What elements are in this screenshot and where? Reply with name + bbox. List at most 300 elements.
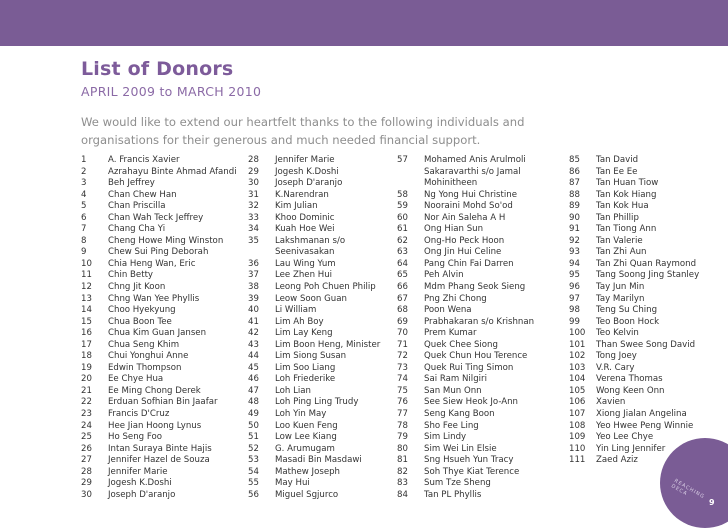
donor-number: 85 <box>569 155 580 165</box>
donor-row <box>397 155 534 167</box>
donor-number: 83 <box>397 478 408 489</box>
donor-number: 104 <box>569 374 586 385</box>
donor-name: Chua Kim Guan Jansen <box>108 328 207 339</box>
donor-name: Intan Suraya Binte Hajis <box>108 443 212 454</box>
donor-name: Zaed Aziz <box>596 455 638 466</box>
donor-number: 72 <box>397 351 408 362</box>
header-bar <box>0 0 728 46</box>
donor-number: 78 <box>397 420 408 431</box>
donor-name: Peh Alvin <box>424 270 464 281</box>
donor-name: Lee Zhen Hui <box>275 270 333 281</box>
donor-row <box>569 328 699 340</box>
donor-name: Li William <box>275 305 317 316</box>
donor-column-3 <box>397 155 534 501</box>
donor-name: Tan Zhi Quan Raymond <box>596 258 697 269</box>
donor-row <box>569 190 699 202</box>
donor-name: Beh Jeffrey <box>108 178 155 189</box>
donor-number: 75 <box>397 385 408 396</box>
donor-row <box>81 455 237 467</box>
donor-name: Lakshmanan s/o <box>275 235 346 246</box>
donor-number: 61 <box>397 224 408 235</box>
donor-row <box>81 432 237 444</box>
donor-name: Sim Lindy <box>424 432 467 443</box>
donor-name: Masadi Bin Masdawi <box>275 455 362 466</box>
donor-number: 57 <box>397 155 408 165</box>
donor-row <box>248 490 380 502</box>
donor-number: 3 <box>81 178 87 189</box>
donor-name: Teng Su Ching <box>596 305 658 316</box>
donor-row <box>569 294 699 306</box>
donor-row <box>397 294 534 306</box>
donor-number: 29 <box>248 166 259 177</box>
donor-row <box>81 490 237 502</box>
donor-row <box>81 213 237 225</box>
donor-row <box>569 421 699 433</box>
donor-number: 46 <box>248 374 259 385</box>
donor-name: Soh Thye Kiat Terence <box>424 466 520 477</box>
donor-name: Chang Cha Yi <box>108 224 166 235</box>
donor-number: 1 <box>81 155 87 165</box>
donor-name: Mohamed Anis Arulmoli <box>424 155 526 165</box>
donor-number: 69 <box>397 316 408 327</box>
donor-row <box>81 444 237 456</box>
donor-row <box>81 190 237 202</box>
donor-number: 51 <box>248 432 259 443</box>
donor-number: 82 <box>397 466 408 477</box>
donor-number: 53 <box>248 455 259 466</box>
donor-name: Chng Jit Koon <box>108 282 166 293</box>
donor-number: 54 <box>248 466 259 477</box>
donor-number: 33 <box>248 212 259 223</box>
donor-row <box>248 178 380 190</box>
donor-number: 15 <box>81 316 92 327</box>
donor-name: Prabhakaran s/o Krishnan <box>424 316 535 327</box>
donor-row <box>248 270 380 282</box>
donor-row <box>397 259 534 271</box>
donor-row <box>569 167 699 179</box>
donor-row <box>397 201 534 213</box>
donor-name: Lim Soo Liang <box>275 362 336 373</box>
donor-name: See Siew Heok Jo-Ann <box>424 397 519 408</box>
donor-number: 47 <box>248 385 259 396</box>
donor-name: Mohinitheen <box>424 178 478 189</box>
donor-name: Nooraini Mohd So'od <box>424 201 513 212</box>
donor-row <box>81 224 237 236</box>
donor-row <box>569 247 699 259</box>
donor-name: Jogesh K.Doshi <box>108 478 172 489</box>
donor-number: 77 <box>397 409 408 420</box>
donor-name: Chan Wah Teck Jeffrey <box>108 212 204 223</box>
donor-name: A. Francis Xavier <box>108 155 180 165</box>
donor-row <box>248 432 380 444</box>
donor-name: Loh Yin May <box>275 409 327 420</box>
donor-name: Azrahayu Binte Ahmad Afandi <box>108 166 237 177</box>
donor-row <box>81 155 237 167</box>
donor-name: Tan Zhi Aun <box>596 247 647 258</box>
donor-number: 29 <box>81 478 92 489</box>
donor-row <box>81 328 237 340</box>
donor-row <box>248 247 380 259</box>
donor-row <box>248 409 380 421</box>
donor-row <box>569 409 699 421</box>
donor-row <box>397 386 534 398</box>
donor-number: 62 <box>397 235 408 246</box>
donor-row <box>397 247 534 259</box>
donor-row <box>248 201 380 213</box>
donor-name: Leow Soon Guan <box>275 293 347 304</box>
donor-number: 8 <box>81 235 87 246</box>
donor-row <box>248 374 380 386</box>
donor-name: Wong Keen Onn <box>596 385 665 396</box>
donor-name: Francis D'Cruz <box>108 409 170 420</box>
donor-name: Edwin Thompson <box>108 362 182 373</box>
donor-row <box>397 224 534 236</box>
donor-number: 55 <box>248 478 259 489</box>
donor-name: Jennifer Marie <box>275 155 335 165</box>
donor-row <box>248 386 380 398</box>
donor-number: 14 <box>81 305 92 316</box>
donor-row <box>248 397 380 409</box>
donor-row <box>569 317 699 329</box>
donor-row <box>81 409 237 421</box>
donor-row <box>397 190 534 202</box>
donor-number: 90 <box>569 212 580 223</box>
corner-tagline: REACHING DECA <box>670 478 706 501</box>
donor-name: Lim Siong Susan <box>275 351 347 362</box>
donor-name: Mathew Joseph <box>275 466 341 477</box>
donor-number: 74 <box>397 374 408 385</box>
donor-name: Chua Boon Tee <box>108 316 172 327</box>
donor-number: 25 <box>81 432 92 443</box>
donor-number: 76 <box>397 397 408 408</box>
donor-name: Tong Joey <box>596 351 637 362</box>
donor-name: Tan Tiong Ann <box>596 224 657 235</box>
donor-row <box>81 236 237 248</box>
donor-row <box>248 305 380 317</box>
donor-row <box>81 247 237 259</box>
donor-name: Than Swee Song David <box>596 339 696 350</box>
donor-row <box>397 363 534 375</box>
donor-number: 105 <box>569 385 586 396</box>
donor-row <box>248 444 380 456</box>
donor-column-4 <box>569 155 699 467</box>
donor-row <box>397 374 534 386</box>
donor-row <box>569 178 699 190</box>
donor-name: Joseph D'aranjo <box>108 489 176 500</box>
donor-row <box>248 190 380 202</box>
donor-row <box>569 374 699 386</box>
donor-row <box>397 236 534 248</box>
page-number: 9 <box>709 498 715 507</box>
donor-name: Tan David <box>596 155 639 165</box>
donor-number: 67 <box>397 293 408 304</box>
donor-name: G. Arumugam <box>275 443 335 454</box>
donor-row <box>569 397 699 409</box>
donor-row <box>569 259 699 271</box>
donor-name: Sim Wei Lin Elsie <box>424 443 497 454</box>
donor-row <box>397 328 534 340</box>
donor-number: 52 <box>248 443 259 454</box>
donor-name: Ee Ming Chong Derek <box>108 385 201 396</box>
donor-number: 42 <box>248 328 259 339</box>
donor-column-2 <box>248 155 380 501</box>
donor-row <box>248 340 380 352</box>
donor-row <box>81 178 237 190</box>
donor-row <box>81 374 237 386</box>
donor-name: Sum Tze Sheng <box>424 478 491 489</box>
donor-row <box>81 282 237 294</box>
donor-name: Pang Chin Fai Darren <box>424 258 514 269</box>
donor-name: Leong Poh Chuen Philip <box>275 282 376 293</box>
donor-row <box>397 178 534 190</box>
donor-row <box>397 340 534 352</box>
donor-name: Xiong Jialan Angelina <box>596 409 687 420</box>
donor-row <box>397 409 534 421</box>
donor-name: Tan Huan Tiow <box>596 178 659 189</box>
donor-row <box>397 467 534 479</box>
donor-row <box>81 478 237 490</box>
donor-number: 27 <box>81 455 92 466</box>
donor-number: 107 <box>569 409 586 420</box>
donor-number: 21 <box>81 385 92 396</box>
donor-number: 94 <box>569 258 580 269</box>
donor-number: 38 <box>248 282 259 293</box>
donor-row <box>81 270 237 282</box>
donor-name: Lim Ah Boy <box>275 316 324 327</box>
donor-name: Jennifer Hazel de Souza <box>108 455 210 466</box>
donor-row <box>397 444 534 456</box>
donor-number: 23 <box>81 409 92 420</box>
donor-number: 106 <box>569 397 586 408</box>
donor-row <box>569 236 699 248</box>
donor-name: Tay Marilyn <box>596 293 645 304</box>
donor-number: 79 <box>397 432 408 443</box>
donor-number: 50 <box>248 420 259 431</box>
donor-row <box>397 282 534 294</box>
donor-name: Tan Phillip <box>596 212 639 223</box>
donor-name: Yin Ling Jennifer <box>596 443 666 454</box>
donor-number: 5 <box>81 201 87 212</box>
donor-name: Teo Boon Hock <box>596 316 660 327</box>
donor-number: 4 <box>81 189 87 200</box>
donor-number: 96 <box>569 282 580 293</box>
donor-row <box>397 305 534 317</box>
donor-number: 18 <box>81 351 92 362</box>
donor-name: Jogesh K.Doshi <box>275 166 339 177</box>
donor-name: Xavien <box>596 397 626 408</box>
donor-name: Ong Hian Sun <box>424 224 484 235</box>
donor-row <box>248 236 380 248</box>
donor-name: Tan Ee Ee <box>596 166 638 177</box>
donor-number: 59 <box>397 201 408 212</box>
donor-name: Sakaravarthi s/o Jamal <box>424 166 521 177</box>
donor-number: 81 <box>397 455 408 466</box>
donor-name: Tan Kok Hua <box>596 201 649 212</box>
donor-name: Mdm Phang Seok Sieng <box>424 282 526 293</box>
donor-row <box>81 421 237 433</box>
donor-row <box>569 340 699 352</box>
donor-row <box>81 397 237 409</box>
donor-row <box>569 305 699 317</box>
donor-number: 31 <box>248 189 259 200</box>
donor-row <box>248 224 380 236</box>
donor-number: 39 <box>248 293 259 304</box>
donor-name: Chia Heng Wan, Eric <box>108 258 196 269</box>
donor-number: 65 <box>397 270 408 281</box>
donor-name: Nor Ain Saleha A H <box>424 212 506 223</box>
donor-row <box>81 305 237 317</box>
donor-name: Cheng Howe Ming Winston <box>108 235 224 246</box>
donor-row <box>569 351 699 363</box>
donor-name: Sai Ram Nilgiri <box>424 374 487 385</box>
donor-name: Chin Betty <box>108 270 154 281</box>
donor-number: 28 <box>81 466 92 477</box>
donor-name: Loh Lian <box>275 385 311 396</box>
donor-number: 34 <box>248 224 259 235</box>
donor-name: Erduan Sofhian Bin Jaafar <box>108 397 218 408</box>
donor-name: Loo Kuen Feng <box>275 420 338 431</box>
donor-name: Ong-Ho Peck Hoon <box>424 235 505 246</box>
donor-number: 19 <box>81 362 92 373</box>
donor-row <box>81 317 237 329</box>
donor-name: Tan Kok Hiang <box>596 189 657 200</box>
donor-number: 43 <box>248 339 259 350</box>
donor-name: Yeo Lee Chye <box>596 432 654 443</box>
donor-number: 7 <box>81 224 87 235</box>
donor-number: 36 <box>248 258 259 269</box>
donor-row <box>397 213 534 225</box>
donor-number: 11 <box>81 270 92 281</box>
donor-name: Yeo Hwee Peng Winnie <box>596 420 694 431</box>
donor-name: San Mun Onn <box>424 385 482 396</box>
donor-row <box>397 397 534 409</box>
donor-row <box>248 455 380 467</box>
donor-number: 24 <box>81 420 92 431</box>
donor-name: Low Lee Kiang <box>275 432 337 443</box>
donor-number: 2 <box>81 166 87 177</box>
donor-name: Poon Wena <box>424 305 472 316</box>
donor-number: 56 <box>248 489 259 500</box>
donor-number: 89 <box>569 201 580 212</box>
donor-name: Prem Kumar <box>424 328 477 339</box>
donor-name: Quek Rui Ting Simon <box>424 362 514 373</box>
donor-row <box>248 478 380 490</box>
donor-row <box>248 421 380 433</box>
donor-row <box>569 270 699 282</box>
donor-number: 99 <box>569 316 580 327</box>
donor-number: 108 <box>569 420 586 431</box>
donor-column-1 <box>81 155 237 501</box>
donor-row <box>397 270 534 282</box>
donor-name: Kim Julian <box>275 201 318 212</box>
donor-number: 12 <box>81 282 92 293</box>
donor-row <box>248 213 380 225</box>
donor-row <box>248 351 380 363</box>
donor-number: 100 <box>569 328 586 339</box>
donor-row <box>248 467 380 479</box>
donor-number: 80 <box>397 443 408 454</box>
intro-paragraph: We would like to extend our heartfelt thanks to the following individuals and organisations for their generous and much needed financial support. <box>81 115 525 147</box>
donor-number: 71 <box>397 339 408 350</box>
donor-name: Sng Hsueh Yun Tracy <box>424 455 514 466</box>
donor-number: 32 <box>248 201 259 212</box>
donor-number: 110 <box>569 443 586 454</box>
donor-number: 35 <box>248 235 259 246</box>
donor-row <box>397 167 534 179</box>
donor-number: 103 <box>569 362 586 373</box>
page-subtitle: APRIL 2009 to MARCH 2010 <box>81 84 262 99</box>
donor-number: 73 <box>397 362 408 373</box>
donor-name: Choo Hyekyung <box>108 305 176 316</box>
donor-number: 92 <box>569 235 580 246</box>
donor-number: 60 <box>397 212 408 223</box>
donor-row <box>248 282 380 294</box>
donor-number: 28 <box>248 155 259 165</box>
donor-name: Seenivasakan <box>275 247 335 258</box>
donor-row <box>397 421 534 433</box>
donor-row <box>81 294 237 306</box>
donor-number: 9 <box>81 247 87 258</box>
donor-row <box>81 259 237 271</box>
donor-number: 91 <box>569 224 580 235</box>
donor-name: Tan PL Phyllis <box>424 489 482 500</box>
donor-number: 86 <box>569 166 580 177</box>
donor-row <box>81 363 237 375</box>
donor-name: Ho Seng Foo <box>108 432 162 443</box>
donor-row <box>81 201 237 213</box>
donor-name: Quek Chun Hou Terence <box>424 351 528 362</box>
donor-row <box>248 294 380 306</box>
donor-number: 26 <box>81 443 92 454</box>
donor-number: 98 <box>569 305 580 316</box>
donor-number: 17 <box>81 339 92 350</box>
donor-name: Chui Yonghui Anne <box>108 351 189 362</box>
donor-number: 49 <box>248 409 259 420</box>
donor-name: Chan Priscilla <box>108 201 166 212</box>
donor-row <box>569 386 699 398</box>
donor-name: Khoo Dominic <box>275 212 335 223</box>
donor-name: Seng Kang Boon <box>424 409 495 420</box>
donor-name: Loh Ping Ling Trudy <box>275 397 359 408</box>
donor-name: Chng Wan Yee Phyllis <box>108 293 200 304</box>
donor-number: 95 <box>569 270 580 281</box>
donor-row <box>248 259 380 271</box>
donor-name: Tan Valerie <box>596 235 643 246</box>
donor-number: 102 <box>569 351 586 362</box>
donor-number: 84 <box>397 489 408 500</box>
donor-name: May Hui <box>275 478 310 489</box>
donor-name: K.Narendran <box>275 189 329 200</box>
donor-name: Quek Chee Siong <box>424 339 498 350</box>
donor-row <box>569 201 699 213</box>
donor-name: Png Zhi Chong <box>424 293 487 304</box>
donor-name: Sho Fee Ling <box>424 420 479 431</box>
donor-name: Jennifer Marie <box>108 466 168 477</box>
donor-row <box>81 167 237 179</box>
donor-row <box>81 351 237 363</box>
donor-row <box>397 432 534 444</box>
donor-row <box>569 282 699 294</box>
donor-number: 87 <box>569 178 580 189</box>
donor-name: Lim Boon Heng, Minister <box>275 339 381 350</box>
donor-row <box>397 317 534 329</box>
donor-row <box>397 490 534 502</box>
donor-name: Loh Friederike <box>275 374 336 385</box>
donor-row <box>248 155 380 167</box>
donor-name: Kuah Hoe Wei <box>275 224 335 235</box>
donor-row <box>248 363 380 375</box>
donor-name: Lau Wing Yum <box>275 258 336 269</box>
